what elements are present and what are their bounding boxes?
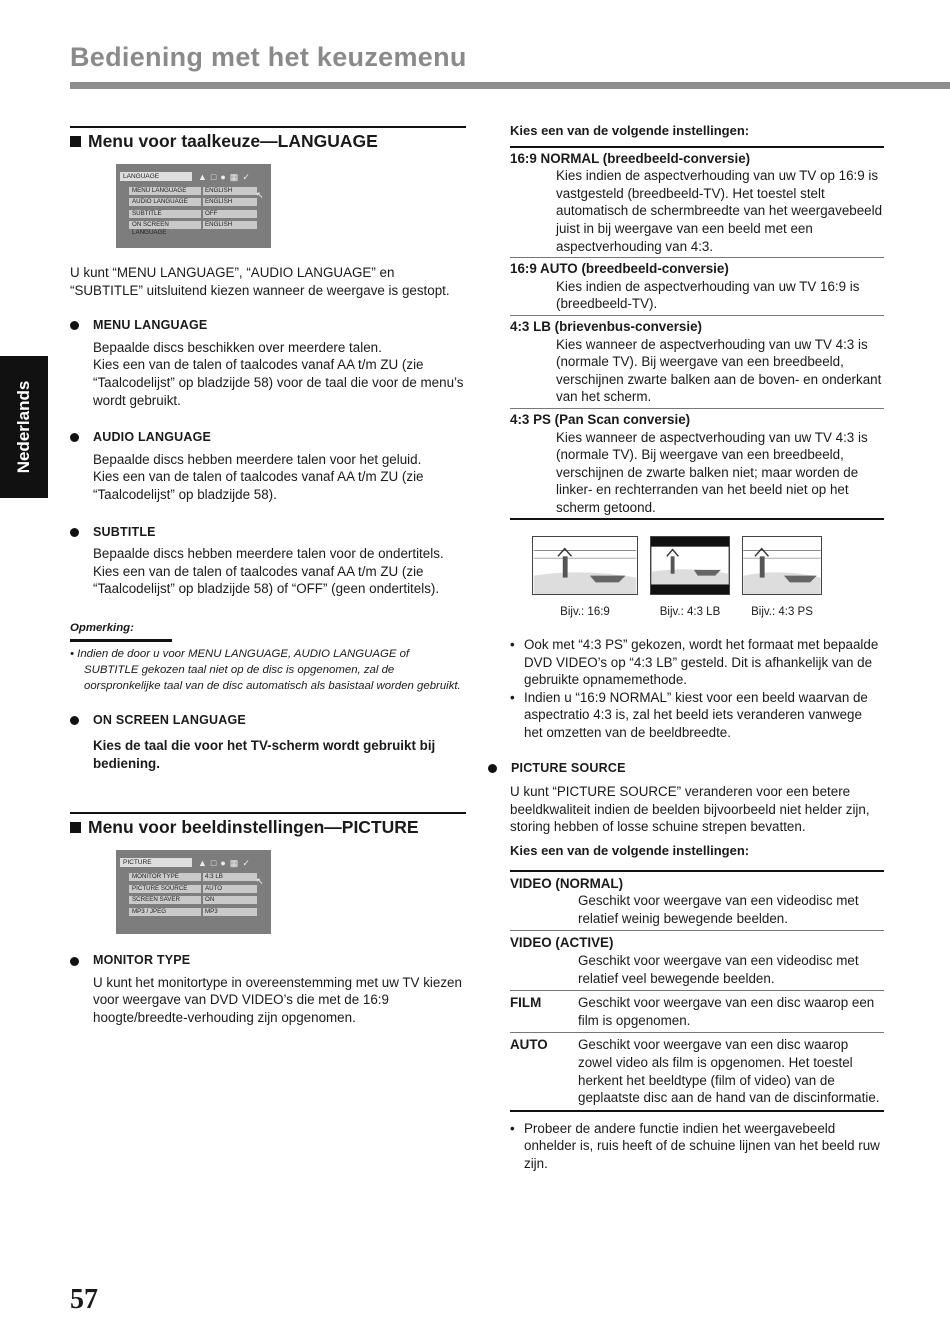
example-label: Bijv.: 16:9 xyxy=(560,606,610,619)
osd-row-label: PICTURE SOURCE xyxy=(129,885,201,893)
source-text: U kunt “PICTURE SOURCE” veranderen voor een betere beeldkwaliteit indien de beelden bijvoorbeeld niet helder zijn, storing hebben of losse schuine strepen bevatten. xyxy=(510,784,870,835)
beach-illustration xyxy=(742,536,822,595)
language-item-text: Bepaalde discs hebben meerdere talen voor de ondertitels. Kies een van de talen of taalcodes vanaf AA t/m ZU (zie “Taalcodelijst” op bladzijde 58) of “OFF” (geen ondertitels). xyxy=(93,546,444,597)
language-item-heading xyxy=(70,429,466,447)
option-desc: Kies indien de aspectverhouding van uw TV op 16:9 is vastgesteld (breedbeeld-TV). Het toestel stelt automatisch de schermbreedte van het weergavebeeld juist in bij weergave van een beeld met een aspectverhouding van 4:3. xyxy=(556,168,883,254)
option-desc: Geschikt voor weergave van een videodisc met relatief weinig bewegende beelden. xyxy=(578,893,859,926)
speaker-icon: ▲ xyxy=(198,171,207,182)
square-bullet-icon xyxy=(70,136,81,147)
square-bullet-icon xyxy=(70,822,81,833)
osd-row-label: SUBTITLE xyxy=(129,210,201,218)
osd-row xyxy=(129,906,264,918)
note-title: Opmerking: xyxy=(70,620,172,642)
osd-table xyxy=(129,185,264,237)
option-name: VIDEO (ACTIVE) xyxy=(510,935,614,951)
choose-label-2: Kies een van de volgende instellingen: xyxy=(510,843,750,858)
osd-row-label: MENU LANGUAGE xyxy=(129,187,201,195)
picture-heading-text: Menu voor beeldinstellingen—PICTURE xyxy=(88,817,419,838)
osd-row xyxy=(129,871,264,883)
note-text: • Indien de door u voor MENU LANGUAGE, AUDIO LANGUAGE of SUBTITLE gekozen taal niet op de disc is opgenomen, zal de oorspronkelijke taal van de disc automatisch als basistaal worden gebruikt. xyxy=(70,647,461,692)
source-option xyxy=(510,872,884,931)
osd-row-value: MP3 xyxy=(203,908,257,916)
language-item-text: Bepaalde discs hebben meerdere talen voor het geluid. Kies een van de talen of taalcodes vanaf AA t/m ZU (zie “Taalcodelijst” op bladzijde 58). xyxy=(93,451,424,502)
bullet-icon xyxy=(70,321,79,330)
source-option xyxy=(510,930,884,990)
option-row xyxy=(510,1036,884,1106)
beach-scene-icon xyxy=(533,537,637,594)
monitor-title: MONITOR TYPE xyxy=(93,953,191,968)
folder-icon: ▦ xyxy=(229,171,239,182)
osd-row xyxy=(129,883,264,895)
language-item-title: MENU LANGUAGE xyxy=(93,318,208,333)
bullet-icon xyxy=(70,528,79,537)
wrench-icon: ✓ xyxy=(242,857,250,868)
picture-heading xyxy=(70,812,466,838)
language-item-text: Bepaalde discs beschikken over meerdere talen. Kies een van de talen of taalcodes vanaf AA t/m ZU (zie “Taalcodelijst” op bladzijde 58) voor de taal die voor de menu’s wordt gebruikt. xyxy=(93,339,464,408)
disc-icon: ● xyxy=(220,857,226,868)
page-number: 57 xyxy=(70,1284,98,1315)
osl-heading xyxy=(70,712,466,730)
monitor-notes xyxy=(510,636,884,742)
osd-row xyxy=(129,220,264,237)
source-note-item: • Probeer de andere functie indien het weergavebeeld onhelder is, ruis heeft of de schuine lijnen van het beeld ruw zijn. xyxy=(510,1120,884,1173)
language-heading-text: Menu voor taalkeuze—LANGUAGE xyxy=(88,131,378,151)
source-title: PICTURE SOURCE xyxy=(511,760,626,775)
monitor-option xyxy=(510,315,884,408)
monitor-text: U kunt het monitortype in overeenstemming met uw TV kiezen voor weergave van DVD VIDEO’s die met de 16:9 hoogte/breedte-verhouding zijn opgenomen. xyxy=(93,974,462,1026)
option-desc: Geschikt voor weergave van een videodisc met relatief veel bewegende beelden. xyxy=(578,952,859,986)
monitor-option xyxy=(510,148,884,258)
example-label: Bijv.: 4:3 LB xyxy=(659,606,721,619)
osd-row xyxy=(129,208,264,220)
language-item-heading xyxy=(70,317,466,335)
option-name: FILM xyxy=(510,995,542,1011)
osd-row-value: ON xyxy=(203,896,257,904)
beach-scene-icon xyxy=(651,537,729,594)
osd-icons xyxy=(198,172,250,182)
source-note xyxy=(510,1120,884,1173)
choose-label: Kies een van de volgende instellingen: xyxy=(510,123,750,138)
monitor-option xyxy=(510,257,884,315)
osd-icons xyxy=(198,858,250,868)
bullet-icon xyxy=(70,716,79,725)
page-title: Bediening met het keuzemenu xyxy=(70,42,467,72)
language-heading xyxy=(70,126,466,152)
screen-icon: □ xyxy=(210,171,217,182)
example-16-9 xyxy=(532,536,638,622)
source-option xyxy=(510,990,884,1032)
option-name: 16:9 NORMAL (breedbeeld-conversie) xyxy=(510,150,751,166)
beach-illustration xyxy=(532,536,638,595)
language-items xyxy=(70,317,466,598)
monitor-heading xyxy=(70,952,466,970)
osd-row-label: MP3 / JPEG xyxy=(129,908,201,916)
side-tab-label: Nederlands xyxy=(14,380,34,474)
example-4-3-lb xyxy=(650,536,730,622)
option-name: 16:9 AUTO (breedbeeld-conversie) xyxy=(510,261,729,277)
monitor-options-table xyxy=(510,146,884,521)
cursor-icon: ↖ xyxy=(256,190,264,200)
language-intro: U kunt “MENU LANGUAGE”, “AUDIO LANGUAGE” en “SUBTITLE” uitsluitend kiezen wanneer de weergave is gestopt. xyxy=(70,265,450,298)
language-osd-screen xyxy=(116,164,271,248)
osd-row-value: ENGLISH xyxy=(203,198,257,206)
monitor-note-item: • Ook met “4:3 PS” gekozen, wordt het formaat met bepaalde DVD VIDEO’s op “4:3 LB” gesteld. Dit is afhankelijk van de gebruikte opnamemethode. xyxy=(510,636,884,689)
option-desc: Kies wanneer de aspectverhouding van uw TV 4:3 is (normale TV). Bij weergave van een breedbeeld, verschijnen zwarte balken aan de boven- en onderkant van het scherm. xyxy=(556,336,882,405)
source-heading xyxy=(488,760,884,778)
cursor-icon: ↖ xyxy=(256,876,264,887)
picture-osd-screen xyxy=(116,850,271,934)
bullet-icon xyxy=(488,764,497,773)
language-item-title: AUDIO LANGUAGE xyxy=(93,430,212,445)
monitor-note-item: • Indien u “16:9 NORMAL” kiest voor een beeld waarvan de aspectratio 4:3 is, zal het beeld iets veranderen vanwege het omzetten van de beeldbreedte. xyxy=(510,689,884,742)
example-label: Bijv.: 4:3 PS xyxy=(751,606,813,619)
osd-row-value: 4:3 LB xyxy=(203,873,257,881)
osd-row xyxy=(129,197,264,209)
option-name: 4:3 LB (brievenbus-conversie) xyxy=(510,318,702,334)
option-desc: Geschikt voor weergave van een disc waarop zowel video als film is opgenomen. Het toestel herkent het beeldtype (film of video) van de geplaatste disc aan de hand van de discinformatie. xyxy=(578,1037,880,1106)
osd-row-label: SCREEN SAVER xyxy=(129,896,201,904)
osd-row-value: AUTO xyxy=(203,885,257,893)
osd-row xyxy=(129,185,264,197)
bullet-icon xyxy=(70,957,79,966)
language-item-heading xyxy=(70,524,466,542)
aspect-examples xyxy=(532,536,884,622)
osl-title: ON SCREEN LANGUAGE xyxy=(93,712,246,727)
source-option xyxy=(510,1032,884,1109)
option-name: AUTO xyxy=(510,1037,548,1053)
osd-row-value: ENGLISH xyxy=(203,221,257,229)
osd-row-label: ON SCREEN LANGUAGE xyxy=(129,221,201,229)
beach-scene-icon xyxy=(743,537,821,594)
disc-icon: ● xyxy=(220,171,226,182)
language-item-title: SUBTITLE xyxy=(93,524,156,539)
osl-text: Kies de taal die voor het TV-scherm wordt gebruikt bij bediening. xyxy=(93,738,436,771)
example-4-3-ps xyxy=(742,536,822,622)
monitor-option xyxy=(510,408,884,519)
osd-title: LANGUAGE xyxy=(120,172,192,181)
wrench-icon: ✓ xyxy=(242,171,250,182)
beach-illustration xyxy=(650,536,730,595)
osd-row-label: MONITOR TYPE xyxy=(129,873,201,881)
left-column xyxy=(70,126,466,1027)
screen-icon: □ xyxy=(210,857,217,868)
option-desc: Kies indien de aspectverhouding van uw TV 16:9 is (breedbeeld-TV). xyxy=(556,278,860,312)
osd-row-label: AUDIO LANGUAGE xyxy=(129,198,201,206)
osd-title: PICTURE xyxy=(120,858,192,867)
osd-row-value: OFF xyxy=(203,210,257,218)
osd-row-value: ENGLISH xyxy=(203,187,257,195)
right-column xyxy=(510,122,884,1173)
source-options-table xyxy=(510,870,884,1112)
side-tab xyxy=(0,356,48,498)
option-desc: Kies wanneer de aspectverhouding van uw TV 4:3 is (normale TV). Bij weergave van een breedbeeld, verschijnen de zwarte balken niet; maar worden de linker- en rechterranden van het beeld niet op het scherm getoond. xyxy=(556,429,868,515)
folder-icon: ▦ xyxy=(229,857,239,868)
option-name: 4:3 PS (Pan Scan conversie) xyxy=(510,411,691,427)
osd-row xyxy=(129,894,264,906)
title-bar xyxy=(70,82,950,89)
speaker-icon: ▲ xyxy=(198,857,207,868)
option-name: VIDEO (NORMAL) xyxy=(510,875,624,891)
option-desc: Geschikt voor weergave van een disc waarop een film is opgenomen. xyxy=(578,995,875,1028)
osd-table xyxy=(129,871,264,917)
bullet-icon xyxy=(70,433,79,442)
option-row xyxy=(510,994,884,1029)
